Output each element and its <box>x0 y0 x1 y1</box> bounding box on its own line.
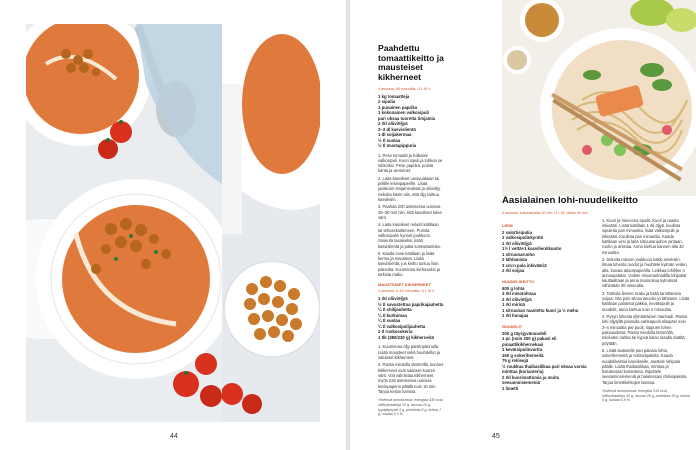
noodle-ingredient: 1 limetti <box>502 385 519 391</box>
noodle-ingredient: ½ ruukkua thaibasilikaa pari oksaa varsia minttua (korianteria) <box>502 363 587 375</box>
method-step: 2. Laita kasvikset uunivuokaan tai pellille leivinpaperille. Lisää joukkoon timjaminoksat ja oliiviöljy. Sekoita käsin niin, että öljy tarttuu kasviksiin. <box>378 175 441 202</box>
soup-ingredient: 3 rkl misotahnaa <box>502 291 536 297</box>
soup-heading: NUUDELIKEITTO <box>502 278 535 284</box>
method-step: 1. Pese tomaatit ja halkaise valkosipuli. Kuori sipuli ja lohkoa se lohkoiksi. Pese paprika, poista kanta ja siemenet. <box>378 152 443 174</box>
chickpea-illustration <box>222 24 320 422</box>
ingredient: pari oksaa tuoretta timjamia <box>378 115 436 121</box>
salmon-ingredients-column <box>502 218 588 392</box>
tomato-soup-meta: 4 annosta, 45 minuuttia, G L M V <box>378 86 431 91</box>
method-step: 4. Laita kasvikset reilusti kattilaan tai tehosekoittimeen. Purista valkosipulin kynnet joukkoon. Soseuta tasaiseksi, lisää kasvislientä ja jatka soseuttamista. <box>378 222 441 249</box>
salmon-step: 5. Lisää lautaselle pari palasia lohta, sokeriherneitä ja retiisiviipaloita. Kaada nuudelikeittoa kasvikselle, asettele lohipala päälle. Lisää thaibasilikaa, minttua ja halutessasi korianteria. Ripottele seesaminsiemeniä ja halutessasi chiliviipaleita. Tarjoa limettilohkojen kanssa. <box>602 347 688 385</box>
chickpea-step: 2. Paista miedolla lämmöllä, kunnes kikherneet ovat saaneet kuoren värit. Voit valmistaa kikherneet myös 225 asteisessa uunissa leivinpaperin päällä noin 10 min. Tarjoa keiton kanssa. <box>378 362 444 394</box>
tomato-nutrition: Yhdessä annoksessa: energiaa 430 kcal, hiilihydraatteja 33 g, rasvaa 20 g, tyydyttynyttä 3 g, proteiinia 8 g, kuitua 7 g, suolaa 0,3 %. <box>378 398 444 417</box>
tomato-soup-recipe-section <box>378 44 444 417</box>
method-step: 3. Paahda 200 asteisessa uunissa 25–30 min niin, että kasvikset tulee värit. <box>378 204 442 220</box>
chickpea-ingredient: ¼ tl kurkumaa <box>378 312 407 318</box>
salmon-step: 4. Pysyn lohesta ylimääräinen marinadi. Paista lohi öljytyllä pannulla nahkapuoli alaspäin noin 3–4 minuuttia per puoli, riippuen lohen paksuudesta. Paista miedolla lämmöllä, mieluiten nahka tai kypsä kalan tasalla sisältä pöytään. <box>602 314 687 346</box>
page-number-left: 44 <box>170 433 178 440</box>
tomato-soup-illustration <box>26 24 222 422</box>
salmon-noodle-recipe-section <box>502 195 690 403</box>
broth-ingredient: 2 valkosipulinkynttä <box>502 235 544 241</box>
broth-ingredient: 2 tähtianista <box>502 257 528 263</box>
ingredient: 2–3 dl kasvislientä <box>378 126 416 132</box>
ingredient: 1 kg tomaatteja <box>378 93 410 99</box>
salmon-noodle-soup-photo <box>502 0 696 196</box>
ingredient: ½ tl mustapippuria <box>378 143 417 148</box>
soup-ingredient: 2 rkl oliiviöljyä <box>502 296 532 302</box>
noodle-ingredient: 200 g täysjyvänuudeli <box>502 330 547 336</box>
soup-ingredient: 1 sitruunan raastettu kuori ja ½ mehu <box>502 307 579 313</box>
ingredient: 1 kokonainen valkosipuli <box>378 110 429 115</box>
salmon-step: 3. Tarkista liemen maku ja lisää tarvittaessa soijaa. Ota pois sitruunaruoho ja tähtianis. Lisää kattilaan palotetut pakkoi, kevätsipulit ja nuudelit, anna kiehua noin 4 minuuttia. <box>602 290 690 312</box>
ingredient: ½ tl suolaa <box>378 137 401 143</box>
noodle-soup-illustration <box>502 0 696 196</box>
broth-ingredient: 2 rkl soijaa <box>502 268 525 274</box>
soup-ingredient: 1 rkl mirinä <box>502 302 525 308</box>
ingredient: 2 rkl oliiviöljyä <box>378 121 408 126</box>
chickpea-ingredient: 1 tlk (380/230 g) kikherneitä <box>378 334 434 340</box>
salmon-method-column <box>602 218 690 403</box>
chickpea-ingredient: ¼ tl valkosipulijauhetta <box>378 323 426 329</box>
chickpea-ingredient: 2 tl ruokosokeria <box>378 329 413 335</box>
noodle-ingredient: 1 kevätsipulinvartta <box>502 347 543 353</box>
soup-ingredient: 600 g lohta <box>502 285 525 291</box>
tomato-soup-ingredients <box>378 94 444 149</box>
soup-ingredient: 1 rkl hunajaa <box>502 313 529 319</box>
chickpea-heading: MAUSTEISET KIKHERNEET <box>378 282 431 288</box>
chickpea-step: 1. Kuumenna öljy paistinpannulla. Lisää mausteet sekä huuhdellut ja valutetut kikherneet. <box>378 344 440 360</box>
noodle-ingredient: 150 g sokeriherneitä <box>502 352 544 358</box>
noodle-ingredient: 1 pc (noin 200 g) pakasi eli pinaattikikhernekasi <box>502 336 557 347</box>
salmon-soup-title: Aasialainen lohi-nuudelikeitto <box>502 195 638 206</box>
salmon-step: 1. Kuori ja hienonna sipulit. Kuori ja raasta inkivääri. Lisää kattilaan 1 rkl öljyä, kuullota sipuleita pari minuuttia, lisää valkosipulit ja inkivääri. Kuullota pari minuuttia. Kaada kattilaan vesi ja laita sitruunaruohon pintaan, ruoho ja anistaa. Anna kiehua kannen alla 30 minuuttia. <box>602 217 684 255</box>
page-number-right: 45 <box>492 433 500 440</box>
tomato-soup-photo <box>26 24 222 422</box>
broth-ingredient: 1 rkl oliiviöljyä <box>502 240 532 246</box>
broth-ingredient: 1½ l vettä+1 kasvilientikuutio <box>502 246 562 252</box>
ingredient: 1 punainen paprika <box>378 104 418 110</box>
salmon-step: 2. Sekoita misoon joukkoon kakki aineksiin. Ilmaa lohesta ruodot ja huuhtele kylmän veden alla, kuivaa talouspaperilla. Leikkaa lohifilee 4 annospalaksi. Voitele misomarinadilla lohipalat kauttaaltaan ja anna marinoitua kylmässä vähintään 30 minuuttia. <box>602 256 687 289</box>
chickpea-ingredient: 1 rkl oliiviöljyä <box>378 296 408 302</box>
noodles-heading: NUUDELIT <box>502 323 523 329</box>
broth-ingredient: 3 cm:n pala inkivääriä <box>502 262 547 268</box>
noodle-ingredient: 75 g retiisejä <box>502 358 529 364</box>
method-step: 5. Kaada sose kattilaan ja lisää kerma ja mausteet. Lisää kasvislientä, jos keitto tuntuu liian paksulta. Kuumenna kiehuvaksi ja tarkista maku. <box>378 250 440 278</box>
ingredient: 1 dl soijakermaa <box>378 132 412 137</box>
tomato-soup-title: Paahdettu tomaattikeitto ja mausteiset kikherneet <box>378 43 444 82</box>
chickpea-bowl-photo <box>222 24 320 422</box>
chickpea-meta: 4 annosta, 5–10 minuuttia, G L M V <box>378 289 435 294</box>
salmon-nutrition: Yhdessä annoksessa: energiaa 510 kcal, hiilihydraatteja 42 g, rasvaa 26 g, proteiinia 30 g, kuitua 6 g, suolaa 0,8 %. <box>602 389 690 403</box>
noodle-ingredient: 2 rkl kuorimattomia ja muita seesaminsiemeniä <box>502 374 560 386</box>
broth-ingredient: 1 sitruunaruoho <box>502 251 535 257</box>
broth-heading: LIEMI <box>502 222 513 228</box>
chickpea-ingredient: ½ tl savustettua paprikajauhetta <box>378 301 444 307</box>
broth-ingredient: 2 salottisipulia <box>502 229 532 235</box>
left-page <box>0 0 346 450</box>
salmon-soup-meta: 4 annosta, kokonaisaika 30 min, G L M, vähän 40 min <box>502 210 588 215</box>
chickpea-ingredient: ¼ tl suolaa <box>378 318 401 324</box>
ingredient: 2 sipulia <box>378 99 396 104</box>
chickpea-ingredient: ¼ tl chilijauhetta <box>378 307 412 313</box>
